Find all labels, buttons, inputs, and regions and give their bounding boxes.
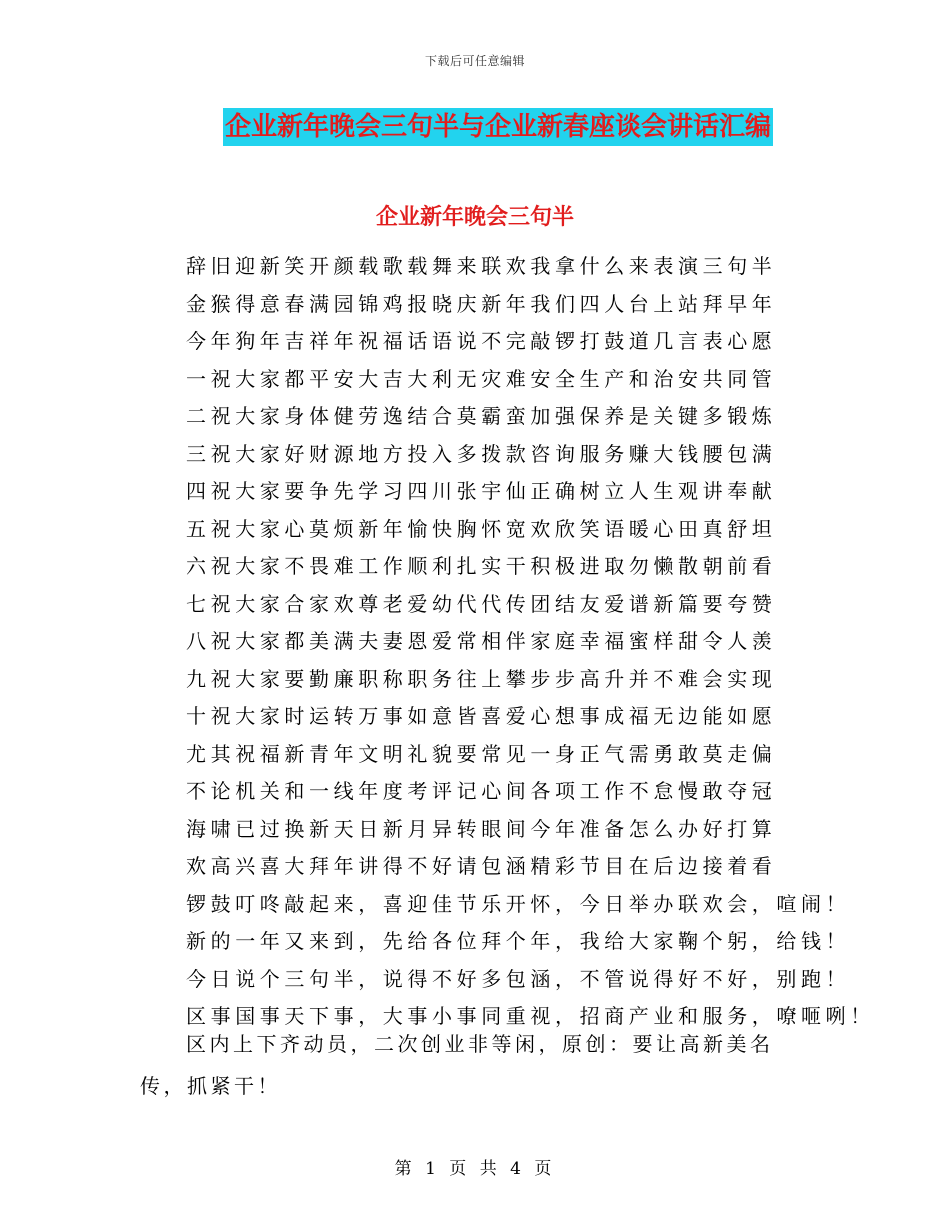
poem-line: 海啸已过换新天日新月异转眼间今年准备怎么办好打算 — [186, 816, 777, 841]
poem-line: 二祝大家身体健劳逸结合莫霸蛮加强保养是关键多锻炼 — [186, 404, 777, 428]
poem-line: 辞旧迎新笑开颜载歌载舞来联欢我拿什么来表演三句半 — [186, 254, 777, 278]
poem-line: 九祝大家要勤廉职称职务往上攀步步高升并不难会实现 — [186, 666, 777, 691]
poem-line: 四祝大家要争先学习四川张宇仙正确树立人生观讲奉献 — [186, 479, 777, 503]
poem-line: 锣鼓叮咚敲起来，喜迎佳节乐开怀，今日举办联欢会，喧闹！ — [186, 891, 851, 916]
poem-line: 新的一年又来到，先给各位拜个年，我给大家鞠个躬，给钱！ — [186, 929, 851, 953]
poem-line: 八祝大家都美满夫妻恩爱常相伴家庭幸福蜜样甜令人羡 — [186, 629, 777, 653]
section-title: 企业新年晚会三句半 — [375, 204, 574, 230]
page-number: 第 1 页 共 4 页 — [394, 1159, 556, 1179]
closing-paragraph: 区内上下齐动员，二次创业非等闲，原创：要让高新美名传，抓紧干！ — [140, 1032, 774, 1098]
poem-line: 尤其祝福新青年文明礼貌要常见一身正气需勇敢莫走偏 — [186, 741, 777, 766]
poem-line: 金猴得意春满园锦鸡报晓庆新年我们四人台上站拜早年 — [186, 291, 777, 316]
page-header-note: 下载后可任意编辑 — [424, 54, 525, 68]
poem-line: 今年狗年吉祥年祝福话语说不完敲锣打鼓道几言表心愿 — [186, 329, 777, 353]
main-title-container — [0, 108, 950, 146]
poem-body — [186, 248, 875, 1036]
poem-line: 区事国事天下事，大事小事同重视，招商产业和服务，嘹咂咧！ — [186, 1004, 875, 1028]
poem-line: 不论机关和一线年度考评记心间各项工作不怠慢敢夺冠 — [186, 779, 777, 803]
poem-line: 三祝大家好财源地方投入多拨款咨询服务赚大钱腰包满 — [186, 441, 777, 466]
main-title: 企业新年晚会三句半与企业新春座谈会讲话汇编 — [223, 108, 773, 146]
poem-line: 六祝大家不畏难工作顺利扎实干积极进取勿懒散朝前看 — [186, 554, 777, 578]
poem-line: 七祝大家合家欢尊老爱幼代代传团结友爱谱新篇要夸赞 — [186, 591, 777, 616]
poem-line: 十祝大家时运转万事如意皆喜爱心想事成福无边能如愿 — [186, 704, 777, 728]
poem-line: 一祝大家都平安大吉大利无灾难安全生产和治安共同管 — [186, 366, 777, 391]
poem-line: 欢高兴喜大拜年讲得不好请包涵精彩节目在后边接着看 — [186, 854, 777, 878]
poem-line: 五祝大家心莫烦新年愉快胸怀宽欢欣笑语暖心田真舒坦 — [186, 516, 777, 541]
poem-line: 今日说个三句半，说得不好多包涵，不管说得好不好，别跑！ — [186, 966, 851, 991]
